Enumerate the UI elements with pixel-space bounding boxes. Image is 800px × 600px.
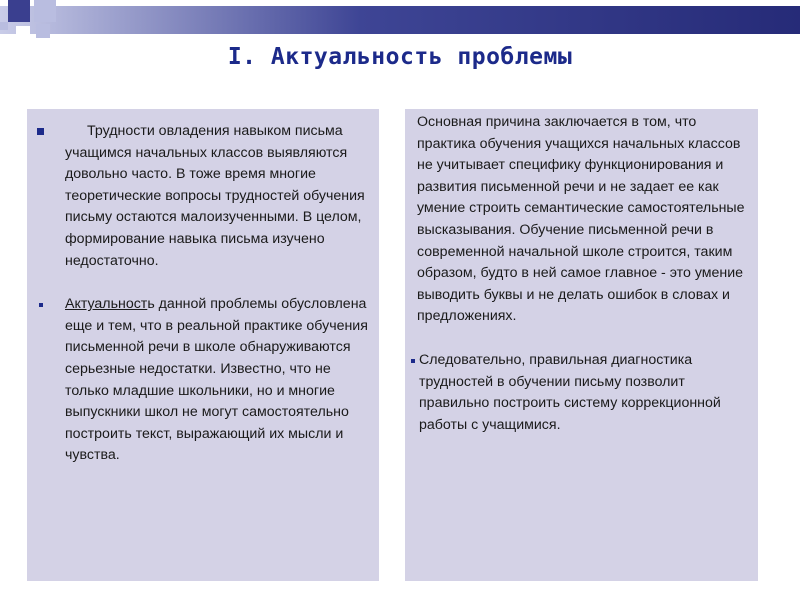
- corner-square: [0, 22, 8, 30]
- left-paragraph-1: [37, 121, 369, 272]
- corner-square: [8, 0, 30, 22]
- right-panel: [405, 109, 758, 581]
- corner-square: [16, 26, 30, 40]
- header-gradient-bar: [0, 6, 800, 34]
- left-paragraph-2-underlined: Актуальност: [65, 296, 148, 313]
- left-paragraph-2-text: ь данной проблемы обусловлена еще и тем, что в реальной практике обучения письменной речи в школе обнаруживаются серьезные недостатки. Известно, что не только младшие школьники, но и многие выпускники школ не могут самостоятельно построить текст, выражающий их мысли и чувства.: [65, 296, 368, 464]
- corner-square: [36, 24, 50, 38]
- right-paragraph-2: [411, 350, 752, 436]
- left-panel: [27, 109, 379, 581]
- small-bullet-icon: [39, 303, 43, 307]
- slide-title: I. Актуальность проблемы: [227, 44, 573, 70]
- square-bullet-icon: [37, 128, 44, 135]
- left-paragraph-2: [37, 294, 369, 467]
- small-bullet-icon: [411, 359, 415, 363]
- right-paragraph-1: Основная причина заключается в том, что практика обучения учащихся начальных классов не учитывает специфику функционирования и развития письменной речи и не задает ее как умение строить семантические самостоятельные высказывания. Обучение письменной речи в современной начальной школе строится, таким образом, будто в ней самое главное - это умение выводить буквы и не делать ошибок в словах и предложениях.: [417, 114, 745, 325]
- left-paragraph-1-text: Трудности овладения навыком письма учащимся начальных классов выявляются довольно часто. В тоже время многие теоретические вопросы трудностей обучения письму остаются малоизученными. В целом, формирование навыка письма изучено недостаточно.: [65, 123, 365, 269]
- corner-square: [34, 0, 56, 22]
- right-paragraph-2-text: Следовательно, правильная диагностика трудностей в обучении письму позволит правильно построить систему коррекционной работы с учащимися.: [419, 351, 721, 433]
